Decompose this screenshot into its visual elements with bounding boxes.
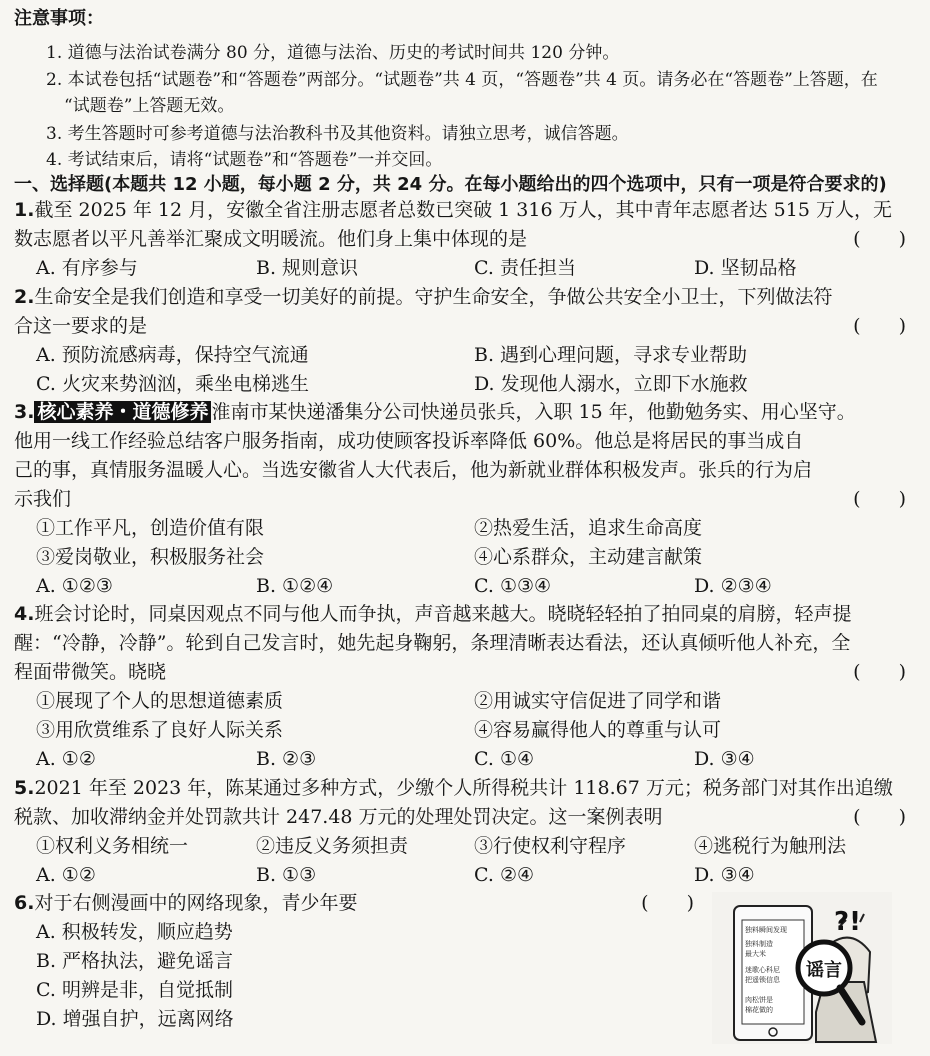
question-3 [14, 398, 914, 601]
question-text: 对于右侧漫画中的网络现象，青少年要 [34, 892, 358, 914]
question-4 [14, 600, 914, 774]
option-c: C. ②④ [474, 864, 535, 886]
options-row [14, 341, 914, 370]
option-d: D. 发现他人溺水，立即下水施救 [474, 373, 748, 395]
question-4-line-1 [14, 600, 914, 629]
notice-item-1: 1. 道德与法治试卷满分 80 分，道德与法治、历史的考试时间共 120 分钟。 [46, 43, 620, 63]
question-3-line-3 [14, 456, 914, 485]
answer-paren: ( ) [853, 661, 906, 683]
question-text: 税款、加收滞纳金并处罚款共计 247.48 万元的处理处罚决定。这一案例表明 [14, 806, 663, 828]
answer-paren: ( ) [853, 228, 906, 250]
question-1 [14, 196, 914, 283]
question-4-line-2 [14, 629, 914, 658]
exclaim-text: ?! [834, 907, 861, 937]
options-row [14, 572, 914, 601]
option-b: B. ②③ [256, 748, 317, 770]
option-b: B. 严格执法，避免谣言 [36, 950, 234, 972]
option-c: C. ①④ [474, 748, 535, 770]
statement-3: ③行使权利守程序 [474, 835, 627, 857]
option-d: D. ③④ [694, 748, 755, 770]
notice-item-2-text: 2. 本试卷包括“试题卷”和“答题卷”两部分。“试题卷”共 4 页，“答题卷”共 4 页。请务必在“答题卷”上答题，在 [46, 70, 878, 90]
cartoon-drawing [712, 892, 892, 1044]
section-title: 一、选择题(本题共 12 小题，每小题 2 分，共 24 分。在每小题给出的四个选项中，只有一项是符合要求的) [14, 174, 887, 195]
option-a: A. 有序参与 [36, 257, 138, 279]
statement-3: ③爱岗敬业，积极服务社会 [36, 546, 265, 568]
question-text: 2021 年至 2023 年，陈某通过多种方式，少缴个人所得税共计 118.67 万元；税务部门对其作出追缴 [34, 777, 893, 799]
statement-2: ②热爱生活，追求生命高度 [474, 517, 703, 539]
option-a: A. ①② [36, 864, 96, 886]
screen-line-2: 独料制造 [745, 940, 773, 948]
options-row [14, 745, 914, 774]
notice-title: 注意事项： [14, 8, 104, 29]
statement-4: ④容易赢得他人的尊重与认可 [474, 719, 722, 741]
statement-3: ③用欣赏维系了良好人际关系 [36, 719, 284, 741]
option-b: B. 规则意识 [256, 257, 359, 279]
core-literacy-tag: 核心素养・道德修养 [34, 401, 211, 423]
question-6-line-1 [14, 889, 694, 918]
question-2-line-2 [14, 312, 914, 341]
option-a: A. ①②③ [36, 575, 113, 597]
option-a: A. 积极转发，顺应趋势 [36, 921, 233, 943]
question-number: 5. [14, 777, 35, 799]
question-text: 示我们 [14, 488, 72, 510]
statement-4: ④心系群众，主动建言献策 [474, 546, 703, 568]
answer-paren: ( ) [853, 488, 906, 510]
question-number: 6. [14, 892, 35, 914]
question-text: 淮南市某快递潘集分公司快递员张兵，入职 15 年，他勤勉务实、用心坚守。 [211, 401, 856, 423]
screen-line-6: 肉松饼是 [745, 996, 773, 1004]
statements-row [14, 514, 914, 543]
question-number: 3. [14, 401, 35, 423]
option-d: D. ③④ [694, 864, 755, 886]
notice-item-3: 3. 考生答题时可参考道德与法治教科书及其他资料。请独立思考，诚信答题。 [46, 124, 629, 144]
screen-line-1: 独料瞬间发现 [745, 926, 787, 934]
option-d: D. 增强自护，远离网络 [36, 1008, 234, 1030]
question-6 [14, 889, 694, 1034]
question-1-line-2 [14, 225, 914, 254]
question-text: 程面带微笑。晓晓 [14, 661, 167, 683]
question-text: 数志愿者以平凡善举汇聚成文明暖流。他们身上集中体现的是 [14, 228, 528, 250]
statement-2: ②用诚实守信促进了同学和谐 [474, 690, 722, 712]
statements-row [14, 687, 914, 716]
answer-paren: ( ) [641, 892, 694, 914]
options-row [14, 861, 914, 890]
statement-1: ①展现了个人的思想道德素质 [36, 690, 284, 712]
notice-item-2-cont: “试题卷”上答题无效。 [64, 96, 235, 116]
question-1-line-1 [14, 196, 914, 225]
question-4-line-3 [14, 658, 914, 687]
option-b: B. ①③ [256, 864, 317, 886]
option-c: C. 明辨是非，自觉抵制 [36, 979, 233, 1001]
question-3-line-2 [14, 427, 914, 456]
question-3-line-1 [14, 398, 914, 427]
question-number: 1. [14, 199, 35, 221]
screen-line-4: 迷歌心科尼 [745, 966, 780, 974]
option-a: A. ①② [36, 748, 96, 770]
notice-item-4: 4. 考试结束后，请将“试题卷”和“答题卷”一并交回。 [46, 150, 443, 170]
question-text: 截至 2025 年 12 月，安徽全省注册志愿者总数已突破 1 316 万人，其中青年志愿者达 515 万人，无 [34, 199, 892, 221]
option-b: B. ①②④ [256, 575, 334, 597]
options-row [14, 370, 914, 399]
option-c: C. 火灾来势汹汹，乘坐电梯逃生 [36, 373, 309, 395]
question-2 [14, 283, 914, 399]
screen-line-5: 把遥锁信息 [745, 976, 780, 984]
question-text: 班会讨论时，同桌因观点不同与他人而争执，声音越来越大。晓晓轻轻拍了拍同桌的肩膀，轻声提 [34, 603, 852, 625]
statements-row [14, 543, 914, 572]
option-c: C. ①③④ [474, 575, 552, 597]
question-2-line-1 [14, 283, 914, 312]
magnifier-text: 谣言 [806, 960, 842, 981]
option-d: D. 坚韧品格 [694, 257, 797, 279]
options-row [14, 254, 914, 283]
answer-paren: ( ) [853, 315, 906, 337]
question-number: 2. [14, 286, 35, 308]
question-text: 醒：“冷静，冷静”。轮到自己发言时，她先起身鞠躬，条理清晰表达看法，还认真倾听他人补充，全 [14, 632, 851, 654]
statement-1: ①工作平凡，创造价值有限 [36, 517, 265, 539]
option-d: D. ②③④ [694, 575, 772, 597]
question-text: 他用一线工作经验总结客户服务指南，成功使顾客投诉率降低 60%。他总是将居民的事当成自 [14, 430, 804, 452]
rumor-cartoon [712, 892, 892, 1044]
answer-paren: ( ) [853, 806, 906, 828]
question-5-line-2 [14, 803, 914, 832]
question-number: 4. [14, 603, 35, 625]
option-b: B. 遇到心理问题，寻求专业帮助 [474, 344, 748, 366]
statement-1: ①权利义务相统一 [36, 835, 189, 857]
statements-row [14, 832, 914, 861]
notice-item-2 [46, 65, 878, 90]
statement-4: ④逃税行为触刑法 [694, 835, 847, 857]
screen-line-3: 最大米 [745, 950, 766, 958]
question-text: 生命安全是我们创造和享受一切美好的前提。守护生命安全，争做公共安全小卫士，下列做法符 [34, 286, 833, 308]
question-text: 合这一要求的是 [14, 315, 148, 337]
option-a: A. 预防流感病毒，保持空气流通 [36, 344, 309, 366]
statement-2: ②违反义务须担责 [256, 835, 409, 857]
question-5 [14, 774, 914, 890]
question-3-line-4 [14, 485, 914, 514]
statements-row [14, 716, 914, 745]
question-text: 己的事，真情服务温暖人心。当选安徽省人大代表后，他为新就业群体积极发声。张兵的行为启 [14, 459, 813, 481]
question-5-line-1 [14, 774, 914, 803]
screen-line-7: 棉花做的 [745, 1006, 773, 1014]
option-c: C. 责任担当 [474, 257, 576, 279]
